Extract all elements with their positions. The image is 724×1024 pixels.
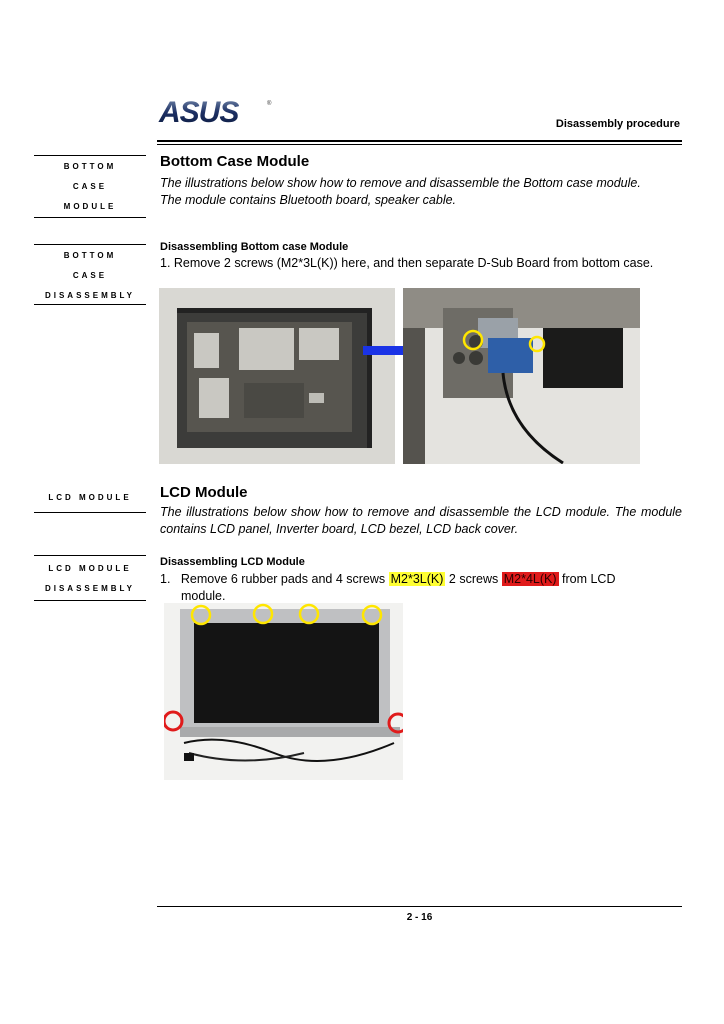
asus-logo	[157, 97, 277, 127]
side-divider	[34, 304, 146, 305]
bottom-case-intro-line: The illustrations below show how to remove and disassemble the Bottom case module.	[160, 176, 641, 190]
bottom-case-intro	[160, 175, 685, 209]
lcd-step-line2: module.	[181, 589, 226, 603]
side-label-bottom-case-module	[34, 157, 146, 217]
side-divider	[34, 155, 146, 156]
screw-a-highlight: M2*3L(K)	[390, 572, 444, 586]
header-rule-thin	[157, 144, 682, 145]
side-divider	[34, 512, 146, 513]
lcd-intro: The illustrations below show how to remove and disassemble the LCD module. The module contains LCD panel, Inverter board, LCD bezel, LCD back cover.	[160, 505, 682, 536]
side-label-lcd-module	[34, 488, 146, 508]
bottom-case-photo	[159, 288, 395, 464]
lcd-title: LCD Module	[160, 484, 248, 501]
side-label-line: BOTTOM	[63, 162, 117, 171]
svg-text:ASUS: ASUS	[159, 97, 239, 127]
lcd-step-text: Remove 6 rubber pads and 4 screws	[180, 572, 386, 586]
side-divider	[34, 217, 146, 218]
side-divider	[34, 600, 146, 601]
lcd-step-number: 1.	[160, 572, 171, 586]
screw-b-highlight: M2*4L(K)	[503, 572, 557, 586]
side-label-bottom-case-disassembly	[34, 246, 146, 306]
svg-text:®: ®	[267, 101, 272, 107]
side-label-line: BOTTOM	[63, 251, 117, 260]
side-divider	[34, 555, 146, 556]
lcd-step-1	[160, 571, 685, 605]
side-label-line: MODULE	[63, 202, 117, 211]
side-label-line: DISASSEMBLY	[44, 291, 136, 300]
header-rule	[157, 140, 682, 142]
side-label-line: CASE	[72, 182, 108, 191]
page-number: 2 - 16	[406, 912, 433, 923]
footer-rule	[157, 906, 682, 907]
side-divider	[34, 244, 146, 245]
dsub-board-photo	[403, 288, 640, 464]
side-label-lcd-module-disassembly	[34, 559, 146, 599]
header-section-title: Disassembly procedure	[555, 118, 680, 130]
side-label-line: LCD MODULE	[48, 564, 132, 573]
bottom-case-step-1: 1. Remove 2 screws (M2*3L(K)) here, and then separate D-Sub Board from bottom case.	[160, 256, 654, 270]
lcd-step-text: 2 screws	[448, 572, 499, 586]
lcd-module-photo	[164, 603, 403, 780]
lcd-subtitle: Disassembling LCD Module	[160, 556, 305, 568]
bottom-case-intro-line: The module contains Bluetooth board, speaker cable.	[160, 193, 457, 207]
side-label-line: DISASSEMBLY	[44, 584, 136, 593]
bottom-case-title: Bottom Case Module	[160, 153, 310, 170]
lcd-step-text: from LCD	[562, 572, 616, 586]
bottom-case-subtitle: Disassembling Bottom case Module	[160, 241, 349, 253]
side-label-line: LCD MODULE	[48, 493, 132, 502]
side-label-line: CASE	[72, 271, 108, 280]
